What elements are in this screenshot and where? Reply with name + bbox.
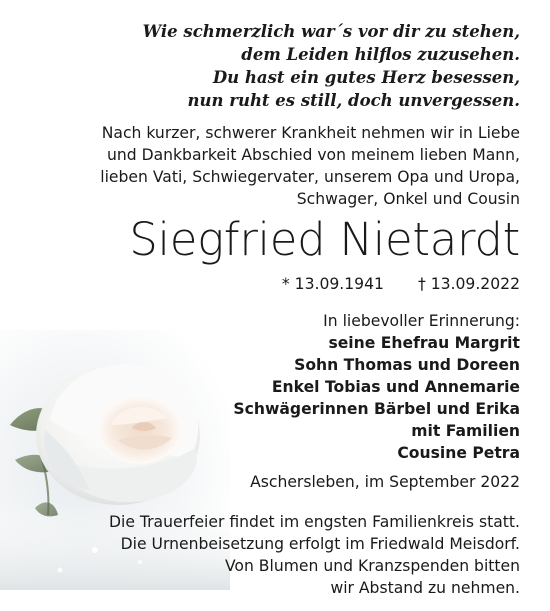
poem-line: Wie schmerzlich war´s vor dir zu stehen, [142,22,520,41]
mourner-name: Schwägerinnen Bärbel und Erika [233,400,520,418]
poem-line: Du hast ein gutes Herz besessen, [212,68,520,87]
mourner-name: Cousine Petra [397,444,520,462]
notice-line: Die Urnenbeisetzung erfolgt im Friedwald Meisdorf. [120,535,520,553]
notice-line: wir Abstand zu nehmen. [330,579,520,597]
intro-text [20,122,520,210]
place-date: Aschersleben, im September 2022 [250,473,520,491]
intro-line: und Dankbarkeit Abschied von meinem lieben Mann, [106,146,520,164]
mourners-list [180,310,520,464]
poem [120,20,520,112]
death-date: † 13.09.2022 [417,275,520,293]
life-dates [282,273,520,295]
deceased-name: Siegfried Nietardt [129,213,520,266]
poem-line: dem Leiden hilflos zuzusehen. [241,45,520,64]
poem-line: nun ruht es still, doch unvergessen. [187,91,520,110]
mourners-heading: In liebevoller Erinnerung: [323,312,520,330]
mourner-name: Sohn Thomas und Doreen [294,356,520,374]
notice-line: Von Blumen und Kranzspenden bitten [224,557,520,575]
intro-line: lieben Vati, Schwiegervater, unserem Opa und Uropa, [100,168,520,186]
intro-line: Schwager, Onkel und Cousin [296,190,520,208]
notice-line: Die Trauerfeier findet im engsten Familienkreis statt. [109,513,520,531]
birth-date: * 13.09.1941 [281,275,384,293]
mourner-name: mit Familien [411,422,520,440]
intro-line: Nach kurzer, schwerer Krankheit nehmen wir in Liebe [101,124,520,142]
funeral-notice [20,511,520,599]
mourner-name: seine Ehefrau Margrit [328,334,520,352]
mourner-name: Enkel Tobias und Annemarie [271,378,520,396]
